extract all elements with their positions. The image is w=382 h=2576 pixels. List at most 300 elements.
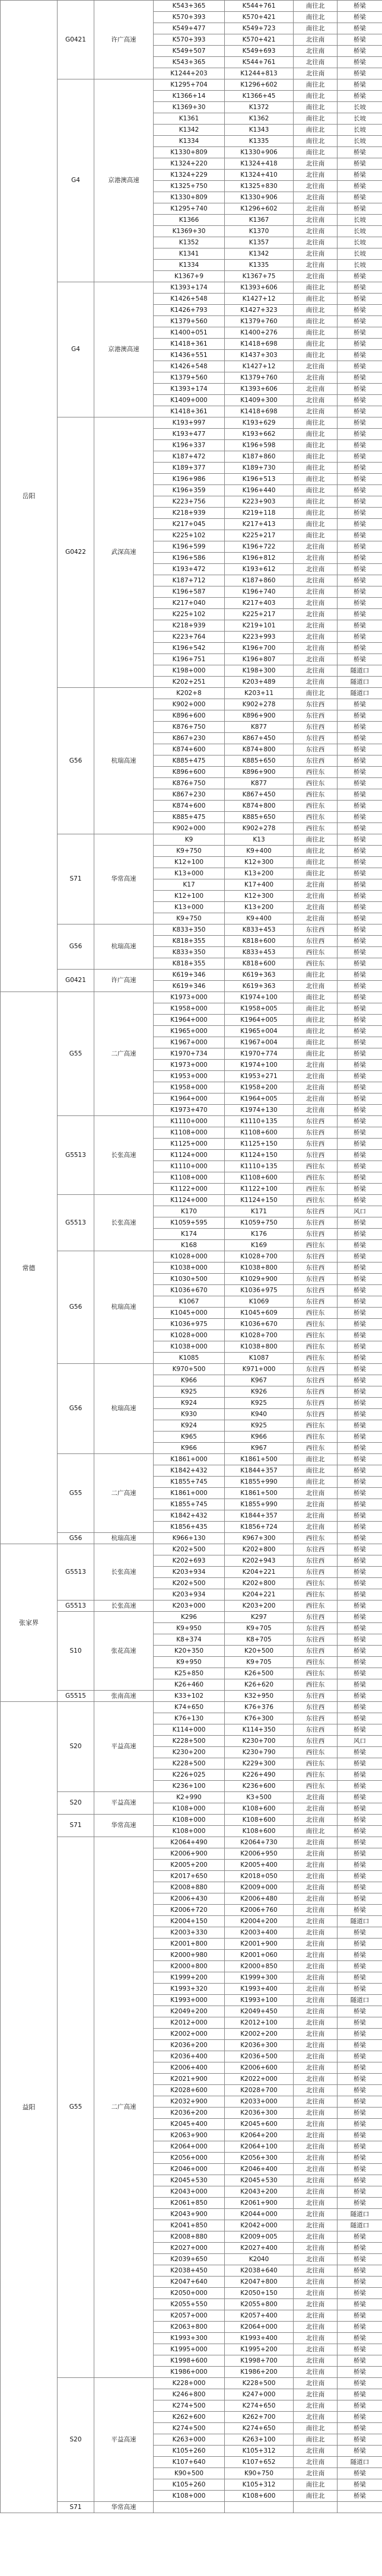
start-stake-cell: K1366+14 <box>154 91 225 102</box>
type-cell: 桥梁 <box>338 1578 382 1589</box>
end-stake-cell: K90+750 <box>225 2468 294 2479</box>
start-stake-cell: K9+950 <box>154 1623 225 1634</box>
direction-cell: 北往南 <box>294 1815 338 1826</box>
type-cell: 桥梁 <box>338 1815 382 1826</box>
end-stake-cell: K874+800 <box>225 744 294 755</box>
type-cell: 长坡 <box>338 248 382 260</box>
type-cell: 桥梁 <box>338 1871 382 1882</box>
end-stake-cell: K1029+900 <box>225 1274 294 1285</box>
end-stake-cell: K274+650 <box>225 2423 294 2434</box>
direction-cell: 东往西 <box>294 1623 338 1634</box>
start-stake-cell: K1993+320 <box>154 1984 225 1995</box>
type-cell: 桥梁 <box>338 1274 382 1285</box>
road-name-cell: 许广高速 <box>94 1 154 79</box>
end-stake-cell: K2006+600 <box>225 2062 294 2074</box>
direction-cell: 东往西 <box>294 924 338 936</box>
end-stake-cell: K1393+606 <box>225 282 294 294</box>
end-stake-cell: K1974+130 <box>225 1105 294 1116</box>
start-stake-cell: K2038+450 <box>154 2265 225 2277</box>
end-stake-cell: K544+761 <box>225 1 294 12</box>
start-stake-cell: K225+102 <box>154 609 225 620</box>
direction-cell: 北往南 <box>294 2051 338 2062</box>
end-stake-cell: K1296+602 <box>225 203 294 215</box>
road-code-cell: G56 <box>58 1533 94 1544</box>
type-cell: 桥梁 <box>338 2040 382 2051</box>
direction-cell: 西往东 <box>294 1319 338 1330</box>
start-stake-cell: K203+934 <box>154 1589 225 1601</box>
type-cell: 桥梁 <box>338 282 382 294</box>
end-stake-cell: K902+278 <box>225 823 294 834</box>
start-stake-cell: K2008+880 <box>154 1882 225 1893</box>
direction-cell: 南往北 <box>294 2491 338 2502</box>
end-stake-cell: K26+500 <box>225 1668 294 1679</box>
start-stake-cell: K1986+000 <box>154 2367 225 2378</box>
road-code-cell: G5515 <box>58 1691 94 1702</box>
type-cell: 桥梁 <box>338 1950 382 1961</box>
end-stake-cell: K1069 <box>225 1296 294 1308</box>
start-stake-cell: K1993+300 <box>154 2333 225 2344</box>
type-cell: 桥梁 <box>338 1758 382 1770</box>
type-cell: 桥梁 <box>338 1860 382 1871</box>
start-stake-cell: K26+460 <box>154 1679 225 1691</box>
end-stake-cell: K885+650 <box>225 812 294 823</box>
end-stake-cell: K204+221 <box>225 1567 294 1578</box>
start-stake-cell: K230+200 <box>154 1747 225 1758</box>
start-stake-cell: K833+350 <box>154 947 225 958</box>
type-cell: 桥梁 <box>338 1195 382 1206</box>
end-stake-cell: K867+450 <box>225 789 294 801</box>
start-stake-cell: K543+365 <box>154 1 225 12</box>
end-stake-cell: K108+600 <box>225 1826 294 1837</box>
type-cell: 桥梁 <box>338 12 382 23</box>
start-stake-cell: K274+500 <box>154 2423 225 2434</box>
end-stake-cell: K108+600 <box>225 1815 294 1826</box>
road-code-cell: G56 <box>58 1251 94 1364</box>
direction-cell: 东往西 <box>294 722 338 733</box>
end-stake-cell: K1855+990 <box>225 1477 294 1488</box>
direction-cell: 东往西 <box>294 1702 338 1713</box>
start-stake-cell: K223+756 <box>154 496 225 508</box>
direction-cell: 北往南 <box>294 361 338 372</box>
end-stake-cell: K230+790 <box>225 1747 294 1758</box>
start-stake-cell: K13+000 <box>154 868 225 879</box>
start-stake-cell: K1861+000 <box>154 1454 225 1465</box>
city-cell: 益阳 <box>1 1702 58 2513</box>
start-stake-cell: K2021+900 <box>154 2074 225 2085</box>
start-stake-cell: K196+751 <box>154 654 225 665</box>
direction-cell: 北往南 <box>294 1860 338 1871</box>
type-cell: 桥梁 <box>338 1905 382 1916</box>
direction-cell: 北往南 <box>294 1882 338 1893</box>
start-stake-cell: K924 <box>154 1398 225 1409</box>
direction-cell: 南往北 <box>294 125 338 136</box>
start-stake-cell: K1855+745 <box>154 1499 225 1510</box>
type-cell: 桥梁 <box>338 2085 382 2096</box>
direction-cell: 西往东 <box>294 1161 338 1172</box>
type-cell: 桥梁 <box>338 1770 382 1781</box>
direction-cell: 北往南 <box>294 1093 338 1105</box>
direction-cell: 北往南 <box>294 1082 338 1093</box>
type-cell: 桥梁 <box>338 936 382 947</box>
city-cell: 张家界 <box>1 1544 58 1702</box>
city-cell: 岳阳 <box>1 1 58 992</box>
end-stake-cell: K225+217 <box>225 530 294 541</box>
direction-cell: 南往北 <box>294 1037 338 1048</box>
type-cell: 桥梁 <box>338 350 382 361</box>
direction-cell: 南往北 <box>294 496 338 508</box>
end-stake-cell: K108+600 <box>225 1803 294 1815</box>
type-cell: 桥梁 <box>338 395 382 406</box>
start-stake-cell: K902+000 <box>154 823 225 834</box>
road-name-cell: 京港澳高速 <box>94 79 154 282</box>
type-cell: 桥梁 <box>338 1803 382 1815</box>
end-stake-cell: K818+600 <box>225 936 294 947</box>
start-stake-cell: K196+599 <box>154 541 225 553</box>
end-stake-cell: K1379+760 <box>225 372 294 384</box>
end-stake-cell: K1393+606 <box>225 384 294 395</box>
end-stake-cell: K1028+700 <box>225 1251 294 1263</box>
start-stake-cell: K2050+000 <box>154 2288 225 2299</box>
start-stake-cell: K1295+740 <box>154 203 225 215</box>
end-stake-cell: K274+650 <box>225 2400 294 2412</box>
direction-cell: 东往西 <box>294 1296 338 1308</box>
start-stake-cell: K2047+640 <box>154 2277 225 2288</box>
end-stake-cell: K1993+400 <box>225 2333 294 2344</box>
start-stake-cell: K107+640 <box>154 2457 225 2468</box>
start-stake-cell: K174 <box>154 1229 225 1240</box>
type-cell: 桥梁 <box>338 1939 382 1950</box>
start-stake-cell: K90+500 <box>154 2468 225 2479</box>
table-row <box>1 282 382 294</box>
end-stake-cell: K1958+200 <box>225 1082 294 1093</box>
end-stake-cell: K203+489 <box>225 677 294 688</box>
direction-cell: 北往南 <box>294 2119 338 2130</box>
type-cell: 桥梁 <box>338 339 382 350</box>
type-cell: 隧道口 <box>338 688 382 699</box>
type-cell: 桥梁 <box>338 384 382 395</box>
direction-cell: 北往南 <box>294 2074 338 2085</box>
type-cell: 桥梁 <box>338 361 382 372</box>
end-stake-cell: K196+513 <box>225 474 294 485</box>
direction-cell: 北往南 <box>294 2141 338 2153</box>
type-cell: 桥梁 <box>338 598 382 609</box>
end-stake-cell: K619+363 <box>225 981 294 992</box>
direction-cell: 东往西 <box>294 1409 338 1420</box>
direction-cell: 南往北 <box>294 23 338 34</box>
type-cell: 桥梁 <box>338 1319 382 1330</box>
type-cell: 桥梁 <box>338 1037 382 1048</box>
end-stake-cell: K1108+600 <box>225 1172 294 1184</box>
road-code-cell: G0422 <box>58 417 94 688</box>
direction-cell: 北往南 <box>294 2029 338 2040</box>
type-cell: 长坡 <box>338 215 382 226</box>
end-stake-cell: K902+278 <box>225 699 294 710</box>
start-stake-cell: K2056+000 <box>154 2153 225 2164</box>
type-cell: 桥梁 <box>338 1398 382 1409</box>
type-cell: 长坡 <box>338 113 382 125</box>
direction-cell: 南往北 <box>294 451 338 463</box>
road-code-cell: G0421 <box>58 970 94 992</box>
end-stake-cell: K1970+774 <box>225 1048 294 1060</box>
table-row <box>1 834 382 846</box>
direction-cell: 西往东 <box>294 1432 338 1443</box>
direction-cell: 南往北 <box>294 339 338 350</box>
start-stake-cell: K965 <box>154 1432 225 1443</box>
end-stake-cell: K1087 <box>225 1353 294 1364</box>
end-stake-cell: K896+900 <box>225 710 294 722</box>
type-cell: 桥梁 <box>338 1454 382 1465</box>
table-row <box>1 970 382 981</box>
type-cell: 桥梁 <box>338 2355 382 2367</box>
direction-cell: 南往北 <box>294 1003 338 1015</box>
type-cell: 桥梁 <box>338 1015 382 1026</box>
type-cell: 桥梁 <box>338 981 382 992</box>
type-cell: 桥梁 <box>338 1308 382 1319</box>
start-stake-cell: K196+542 <box>154 643 225 654</box>
type-cell: 桥梁 <box>338 924 382 936</box>
start-stake-cell: K1393+174 <box>154 384 225 395</box>
direction-cell: 北往南 <box>294 2243 338 2254</box>
end-stake-cell: K1335 <box>225 260 294 271</box>
type-cell: 桥梁 <box>338 699 382 710</box>
end-stake-cell: K967+300 <box>225 1533 294 1544</box>
direction-cell: 东往西 <box>294 1127 338 1139</box>
direction-cell: 北往南 <box>294 2040 338 2051</box>
type-cell: 桥梁 <box>338 1420 382 1432</box>
end-stake-cell: K1330+906 <box>225 147 294 158</box>
type-cell: 桥梁 <box>338 1522 382 1533</box>
start-stake-cell: K1367+9 <box>154 271 225 282</box>
road-name-cell: 华常高速 <box>94 1815 154 1837</box>
type-cell: 桥梁 <box>338 2017 382 2029</box>
type-cell: 桥梁 <box>338 1285 382 1296</box>
road-code-cell: G5513 <box>58 1601 94 1612</box>
direction-cell: 东往西 <box>294 1555 338 1567</box>
direction-cell: 北往南 <box>294 1972 338 1984</box>
end-stake-cell: K171 <box>225 1206 294 1217</box>
start-stake-cell: K874+600 <box>154 744 225 755</box>
direction-cell: 北往南 <box>294 2096 338 2108</box>
road-code-cell: G5513 <box>58 1116 94 1195</box>
direction-cell: 东往西 <box>294 936 338 947</box>
direction-cell: 北往南 <box>294 654 338 665</box>
road-code-cell: G56 <box>58 924 94 970</box>
end-stake-cell: K925 <box>225 1420 294 1432</box>
table-row <box>1 1815 382 1826</box>
start-stake-cell: K12+100 <box>154 857 225 868</box>
start-stake-cell: K966 <box>154 1443 225 1454</box>
start-stake-cell: K1369+30 <box>154 226 225 237</box>
type-cell: 桥梁 <box>338 789 382 801</box>
type-cell: 桥梁 <box>338 1893 382 1905</box>
type-cell: 桥梁 <box>338 834 382 846</box>
direction-cell: 南往北 <box>294 294 338 305</box>
direction-cell: 西往东 <box>294 812 338 823</box>
type-cell: 桥梁 <box>338 2378 382 2389</box>
start-stake-cell: K108+000 <box>154 1826 225 1837</box>
direction-cell: 东往西 <box>294 710 338 722</box>
start-stake-cell: K108+000 <box>154 1803 225 1815</box>
type-cell: 桥梁 <box>338 23 382 34</box>
start-stake-cell: K966 <box>154 1375 225 1386</box>
end-stake-cell: K1974+100 <box>225 1060 294 1071</box>
end-stake-cell: K2050+150 <box>225 2288 294 2299</box>
start-stake-cell: K1110+000 <box>154 1161 225 1172</box>
start-stake-cell: K1361 <box>154 113 225 125</box>
direction-cell: 南往北 <box>294 1465 338 1477</box>
end-stake-cell: K196+740 <box>225 586 294 598</box>
direction-cell: 北往南 <box>294 553 338 564</box>
end-stake-cell: K108+600 <box>225 2491 294 2502</box>
start-stake-cell: K896+600 <box>154 710 225 722</box>
road-name-cell: 平益高速 <box>94 1792 154 1815</box>
road-code-cell: S20 <box>58 2378 94 2502</box>
end-stake-cell: K2038+640 <box>225 2265 294 2277</box>
type-cell: 桥梁 <box>338 2265 382 2277</box>
direction-cell: 北往南 <box>294 1488 338 1499</box>
type-cell: 桥梁 <box>338 1792 382 1803</box>
start-stake-cell: K925 <box>154 1386 225 1398</box>
direction-cell: 北往南 <box>294 1984 338 1995</box>
direction-cell: 南往北 <box>294 485 338 496</box>
type-cell: 长坡 <box>338 102 382 113</box>
direction-cell: 北往南 <box>294 192 338 203</box>
start-stake-cell: K1369+30 <box>154 102 225 113</box>
start-stake-cell: K1244+203 <box>154 68 225 79</box>
start-stake-cell: K1418+361 <box>154 406 225 417</box>
end-stake-cell: K1324+410 <box>225 170 294 181</box>
start-stake-cell: K1341 <box>154 248 225 260</box>
start-stake-cell: K2045+530 <box>154 2175 225 2186</box>
type-cell: 桥梁 <box>338 1026 382 1037</box>
type-cell: 桥梁 <box>338 91 382 102</box>
start-stake-cell: K17 <box>154 879 225 891</box>
direction-cell: 北往南 <box>294 57 338 68</box>
direction-cell: 南往北 <box>294 463 338 474</box>
end-stake-cell: K1110+135 <box>225 1161 294 1172</box>
direction-cell: 北往南 <box>294 1792 338 1803</box>
type-cell: 桥梁 <box>338 2446 382 2457</box>
direction-cell: 西往东 <box>294 1578 338 1589</box>
type-cell: 桥梁 <box>338 1961 382 1972</box>
direction-cell: 东往西 <box>294 1263 338 1274</box>
road-name-cell: 长张高速 <box>94 1601 154 1612</box>
end-stake-cell: K193+662 <box>225 429 294 440</box>
start-stake-cell: K196+359 <box>154 485 225 496</box>
type-cell: 桥梁 <box>338 1634 382 1646</box>
end-stake-cell: K570+421 <box>225 34 294 46</box>
direction-cell: 北往南 <box>294 541 338 553</box>
direction-cell: 东往西 <box>294 1364 338 1375</box>
direction-cell: 北往南 <box>294 248 338 260</box>
start-stake-cell: K818+355 <box>154 936 225 947</box>
end-stake-cell: K2042+000 <box>225 2220 294 2231</box>
start-stake-cell: K296 <box>154 1612 225 1623</box>
road-name-cell: 华常高速 <box>94 834 154 924</box>
type-cell: 桥梁 <box>338 2164 382 2175</box>
type-cell: 桥梁 <box>338 2198 382 2209</box>
start-stake-cell: K228+500 <box>154 1758 225 1770</box>
start-stake-cell: K924 <box>154 1420 225 1432</box>
start-stake-cell: K193+477 <box>154 429 225 440</box>
type-cell: 桥梁 <box>338 1533 382 1544</box>
end-stake-cell: K203+200 <box>225 1601 294 1612</box>
end-stake-cell: K1427+12 <box>225 294 294 305</box>
start-stake-cell: K966+130 <box>154 1533 225 1544</box>
start-stake-cell: K196+586 <box>154 553 225 564</box>
type-cell: 隧道口 <box>338 2457 382 2468</box>
start-stake-cell: K1330+809 <box>154 147 225 158</box>
end-stake-cell: K2040 <box>225 2254 294 2265</box>
start-stake-cell: K2006+400 <box>154 2062 225 2074</box>
direction-cell: 北往南 <box>294 1510 338 1522</box>
type-cell: 桥梁 <box>338 57 382 68</box>
type-cell: 风口 <box>338 1736 382 1747</box>
start-stake-cell: K2001+800 <box>154 1939 225 1950</box>
start-stake-cell: K2005+200 <box>154 1860 225 1871</box>
end-stake-cell: K1993+100 <box>225 1995 294 2006</box>
table-row <box>1 1544 382 1555</box>
direction-cell: 北往南 <box>294 2209 338 2220</box>
direction-cell: 西往东 <box>294 1770 338 1781</box>
direction-cell: 东往西 <box>294 1724 338 1736</box>
start-stake-cell: K619+346 <box>154 970 225 981</box>
type-cell: 桥梁 <box>338 170 382 181</box>
start-stake-cell: K902+000 <box>154 699 225 710</box>
end-stake-cell: K2027+400 <box>225 2243 294 2254</box>
start-stake-cell: K263+000 <box>154 2434 225 2446</box>
road-code-cell: G5513 <box>58 1195 94 1251</box>
start-stake-cell: K189+377 <box>154 463 225 474</box>
table-body <box>1 1 382 2513</box>
type-cell: 桥梁 <box>338 1668 382 1679</box>
end-stake-cell: K1038+800 <box>225 1263 294 1274</box>
start-stake-cell: K2028+600 <box>154 2085 225 2096</box>
end-stake-cell: K1244+813 <box>225 68 294 79</box>
end-stake-cell: K13+200 <box>225 868 294 879</box>
type-cell: 桥梁 <box>338 1217 382 1229</box>
start-stake-cell: K1038+000 <box>154 1341 225 1353</box>
direction-cell: 南往北 <box>294 846 338 857</box>
direction-cell: 西往东 <box>294 789 338 801</box>
type-cell: 桥梁 <box>338 1116 382 1127</box>
type-cell: 桥梁 <box>338 2051 382 2062</box>
start-stake-cell: K13+000 <box>154 902 225 913</box>
type-cell: 桥梁 <box>338 2468 382 2479</box>
end-stake-cell: K17+400 <box>225 879 294 891</box>
end-stake-cell: K1958+005 <box>225 1003 294 1015</box>
type-cell: 桥梁 <box>338 463 382 474</box>
end-stake-cell: K1343 <box>225 125 294 136</box>
start-stake-cell: K970+500 <box>154 1364 225 1375</box>
direction-cell: 北往南 <box>294 406 338 417</box>
start-stake-cell: K1379+560 <box>154 372 225 384</box>
direction-cell: 南往北 <box>294 992 338 1003</box>
end-stake-cell: K114+350 <box>225 1724 294 1736</box>
direction-cell: 北往南 <box>294 643 338 654</box>
direction-cell: 北往南 <box>294 1916 338 1927</box>
type-cell: 桥梁 <box>338 1826 382 1837</box>
direction-cell: 南往北 <box>294 1477 338 1488</box>
start-stake-cell: K1855+745 <box>154 1477 225 1488</box>
start-stake-cell: K2002+000 <box>154 2029 225 2040</box>
end-stake-cell: K2064+100 <box>225 2141 294 2153</box>
type-cell: 桥梁 <box>338 1048 382 1060</box>
start-stake-cell: K105+260 <box>154 2479 225 2491</box>
road-code-cell: S71 <box>58 1815 94 1837</box>
type-cell: 桥梁 <box>338 1093 382 1105</box>
type-cell: 桥梁 <box>338 1848 382 1860</box>
